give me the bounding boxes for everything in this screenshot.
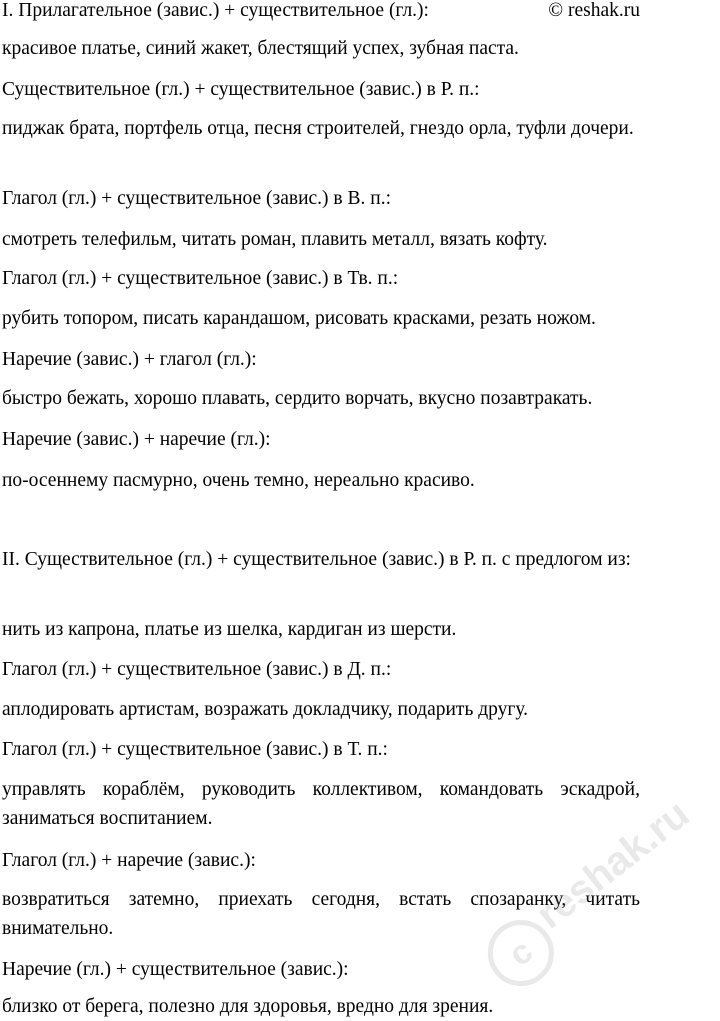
section-2-pattern-4: Глагол (гл.) + наречие (завис.): <box>2 850 256 871</box>
section-1-examples-5: быстро бежать, хорошо плавать, сердито ворчать, вкусно позавтракать. <box>2 388 593 409</box>
section-1-examples-3: смотреть телефильм, читать роман, плавить металл, вязать кофту. <box>2 229 548 250</box>
section-2-examples-2: аплодировать артистам, возражать докладчику, подарить другу. <box>2 699 529 720</box>
section-1-examples-2: пиджак брата, портфель отца, песня строителей, гнездо орла, туфли дочери. <box>2 118 634 139</box>
section-1-examples-4: рубить топором, писать карандашом, рисовать красками, резать ножом. <box>2 308 596 329</box>
section-1-heading: I. Прилагательное (завис.) + существительное (гл.): <box>2 0 429 21</box>
section-2-examples-4: возвратиться затемно, приехать сегодня, встать спозаранку, читать внимательно. <box>2 889 640 939</box>
section-1-pattern-4: Глагол (гл.) + существительное (завис.) в Тв. п.: <box>2 268 399 289</box>
section-1-examples-1: красивое платье, синий жакет, блестящий успех, зубная паста. <box>2 38 519 59</box>
section-2-pattern-2: Глагол (гл.) + существительное (завис.) в Д. п.: <box>2 659 392 680</box>
section-1-pattern-3: Глагол (гл.) + существительное (завис.) в В. п.: <box>2 188 391 209</box>
section-2-pattern-5: Наречие (гл.) + существительное (завис.): <box>2 959 349 980</box>
copyright-label: © reshak.ru <box>548 0 640 21</box>
copyright-circle-icon: c <box>475 907 568 1000</box>
watermark-text: reshak.ru <box>528 791 698 938</box>
section-1-pattern-6: Наречие (завис.) + наречие (гл.): <box>2 429 271 450</box>
section-2-examples-5: близко от берега, полезно для здоровья, вредно для зрения. <box>2 996 494 1017</box>
section-2-pattern-3: Глагол (гл.) + существительное (завис.) в Т. п.: <box>2 739 388 760</box>
section-2-examples-3: управлять кораблём, руководить коллективом, командовать эскадрой, заниматься воспитанием. <box>2 779 640 829</box>
section-1-pattern-2: Существительное (гл.) + существительное (завис.) в Р. п.: <box>2 79 480 100</box>
section-2-examples-1: нить из капрона, платье из шелка, кардиган из шерсти. <box>2 619 457 640</box>
section-2-heading: II. Существительное (гл.) + существительное (завис.) в Р. п. с предлогом из: <box>2 549 631 570</box>
section-1-pattern-5: Наречие (завис.) + глагол (гл.): <box>2 349 257 370</box>
section-1-examples-6: по-осеннему пасмурно, очень темно, нереально красиво. <box>2 470 475 491</box>
